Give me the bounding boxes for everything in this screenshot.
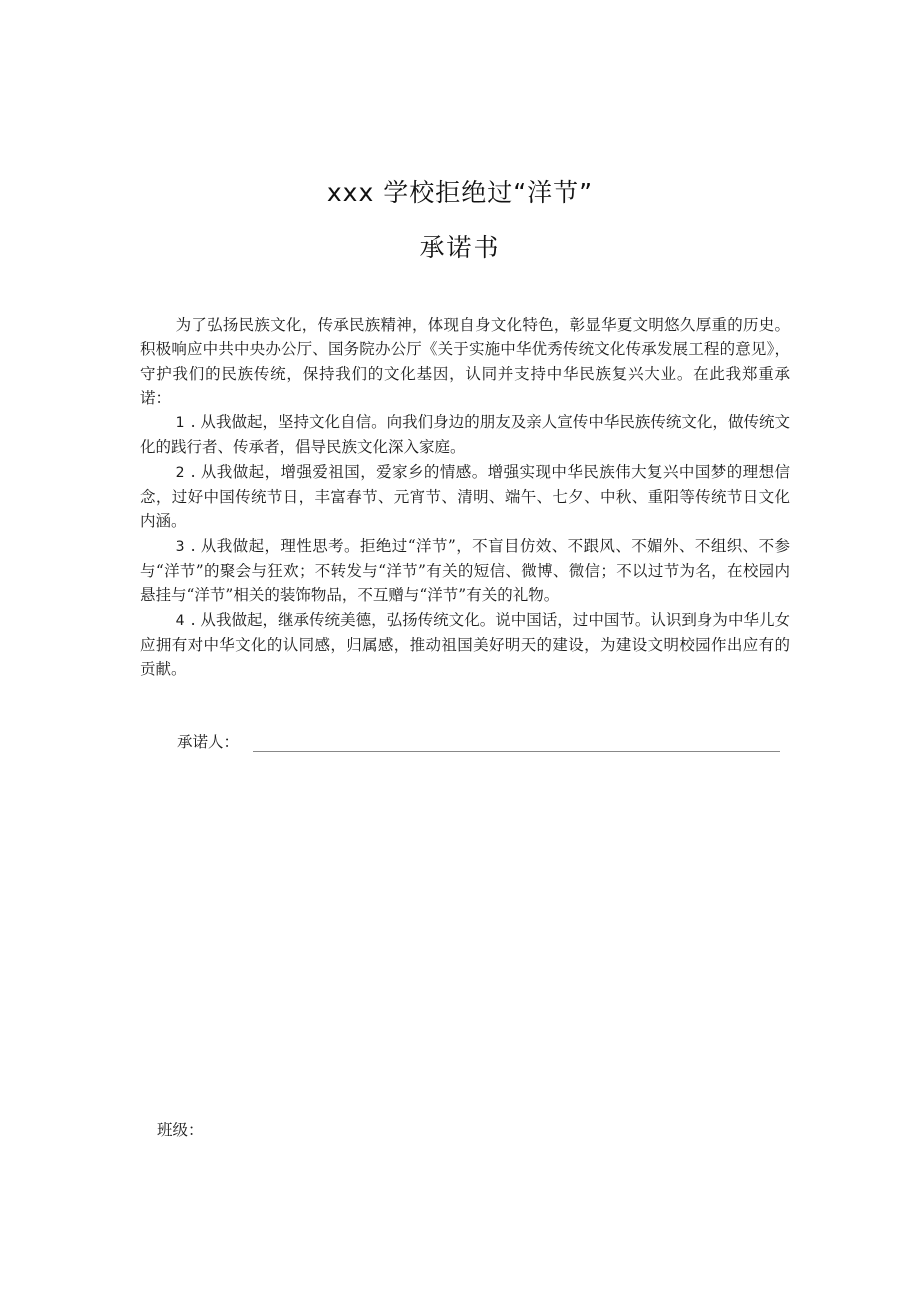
pledge-item-number: 4 xyxy=(175,612,185,629)
pledge-item-1 xyxy=(140,410,790,460)
pledge-item-text: . 从我做起，理性思考。拒绝过“洋节”，不盲目仿效、不跟风、不媚外、不组织、不参与“洋节”的聚会与狂欢；不转发与“洋节”有关的短信、微博、微信；不以过节为名，在校园内悬挂与“洋节”相关的装饰物品，不互赠与“洋节”有关的礼物。 xyxy=(140,536,790,605)
signature-line[interactable] xyxy=(253,734,780,752)
document-subtitle: 承诺书 xyxy=(419,233,501,262)
pledge-item-text: . 从我做起，增强爱祖国，爱家乡的情感。增强实现中华民族伟大复兴中国梦的理想信念，过好中国传统节日，丰富春节、元宵节、清明、端午、七夕、中秋、重阳等传统节日文化内涵。 xyxy=(140,462,790,531)
pledge-item-number: 1 xyxy=(175,415,185,432)
pledge-item-number: 3 xyxy=(175,538,185,555)
intro-paragraph: 为了弘扬民族文化，传承民族精神，体现自身文化特色，彰显华夏文明悠久厚重的历史。积极响应中共中央办公厅、国务院办公厅《关于实施中华优秀传统文化传承发展工程的意见》，守护我们的民族传统，保持我们的文化基因，认同并支持中华民族复兴大业。在此我郑重承诺： xyxy=(140,316,790,407)
signature-label: 承诺人： xyxy=(177,733,240,751)
pledge-item-3 xyxy=(140,534,790,608)
pledge-item-text: . 从我做起，坚持文化自信。向我们身边的朋友及亲人宣传中华民族传统文化，做传统文化的践行者、传承者，倡导民族文化深入家庭。 xyxy=(140,413,790,457)
document-body xyxy=(140,313,790,681)
signature-row xyxy=(177,730,780,752)
class-label: 班级： xyxy=(157,1121,204,1139)
pledge-item-text: . 从我做起，继承传统美德，弘扬传统文化。说中国话，过中国节。认识到身为中华儿女应拥有对中华文化的认同感，归属感，推动祖国美好明天的建设，为建设文明校园作出应有的贡献。 xyxy=(140,610,790,679)
pledge-item-number: 2 xyxy=(175,464,185,481)
pledge-item-2 xyxy=(140,460,790,534)
document-title: xxx 学校拒绝过“洋节” xyxy=(326,178,594,207)
pledge-item-4 xyxy=(140,608,790,682)
